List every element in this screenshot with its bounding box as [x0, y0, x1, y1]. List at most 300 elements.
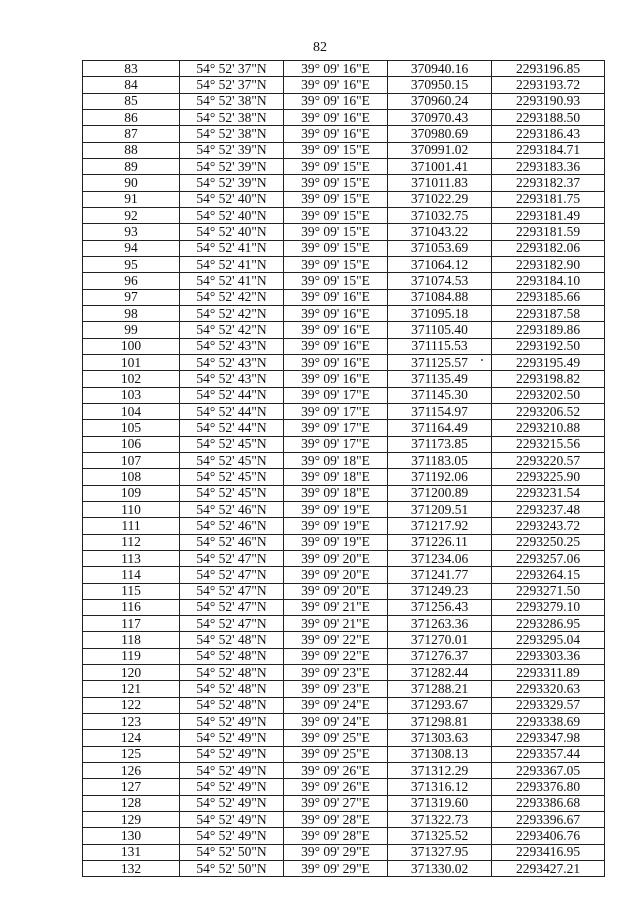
x-coordinate-cell: 371032.75 — [388, 207, 492, 223]
latitude-cell: 54° 52' 45"N — [180, 436, 284, 452]
point-number-cell: 111 — [83, 518, 180, 534]
point-number-cell: 109 — [83, 485, 180, 501]
point-number-cell: 95 — [83, 256, 180, 272]
latitude-cell: 54° 52' 48"N — [180, 681, 284, 697]
table-row — [83, 795, 605, 811]
point-number-cell: 131 — [83, 844, 180, 860]
longitude-cell: 39° 09' 16"E — [284, 93, 388, 109]
table-row — [83, 403, 605, 419]
x-coordinate-cell: 371164.49 — [388, 420, 492, 436]
point-number-cell: 93 — [83, 224, 180, 240]
longitude-cell: 39° 09' 17"E — [284, 403, 388, 419]
point-number-cell: 128 — [83, 795, 180, 811]
x-coordinate-cell: 371043.22 — [388, 224, 492, 240]
latitude-cell: 54° 52' 45"N — [180, 452, 284, 468]
latitude-cell: 54° 52' 47"N — [180, 583, 284, 599]
point-number-cell: 120 — [83, 665, 180, 681]
table-row — [83, 322, 605, 338]
x-coordinate-cell: 371105.40 — [388, 322, 492, 338]
table-row — [83, 518, 605, 534]
point-number-cell: 87 — [83, 126, 180, 142]
x-coordinate-cell: 371192.06 — [388, 469, 492, 485]
longitude-cell: 39° 09' 29"E — [284, 844, 388, 860]
x-coordinate-cell: 371022.29 — [388, 191, 492, 207]
x-coordinate-cell: 371325.52 — [388, 828, 492, 844]
table-row — [83, 746, 605, 762]
point-number-cell: 123 — [83, 714, 180, 730]
y-coordinate-cell: 2293250.25 — [492, 534, 605, 550]
latitude-cell: 54° 52' 48"N — [180, 665, 284, 681]
y-coordinate-cell: 2293386.68 — [492, 795, 605, 811]
point-number-cell: 86 — [83, 109, 180, 125]
latitude-cell: 54° 52' 43"N — [180, 371, 284, 387]
point-number-cell: 92 — [83, 207, 180, 223]
table-row — [83, 469, 605, 485]
latitude-cell: 54° 52' 40"N — [180, 207, 284, 223]
y-coordinate-cell: 2293181.75 — [492, 191, 605, 207]
x-coordinate-cell: 370940.16 — [388, 61, 492, 77]
longitude-cell: 39° 09' 15"E — [284, 191, 388, 207]
table-row — [83, 256, 605, 272]
latitude-cell: 54° 52' 41"N — [180, 256, 284, 272]
y-coordinate-cell: 2293182.37 — [492, 175, 605, 191]
y-coordinate-cell: 2293347.98 — [492, 730, 605, 746]
latitude-cell: 54° 52' 37"N — [180, 77, 284, 93]
point-number-cell: 127 — [83, 779, 180, 795]
longitude-cell: 39° 09' 16"E — [284, 126, 388, 142]
table-row — [83, 142, 605, 158]
x-coordinate-cell: 371209.51 — [388, 501, 492, 517]
x-coordinate-cell: 371183.05 — [388, 452, 492, 468]
table-row — [83, 485, 605, 501]
table-row — [83, 109, 605, 125]
longitude-cell: 39° 09' 22"E — [284, 648, 388, 664]
x-coordinate-cell: 371053.69 — [388, 240, 492, 256]
y-coordinate-cell: 2293271.50 — [492, 583, 605, 599]
y-coordinate-cell: 2293416.95 — [492, 844, 605, 860]
point-number-cell: 89 — [83, 158, 180, 174]
table-row — [83, 224, 605, 240]
longitude-cell: 39° 09' 19"E — [284, 518, 388, 534]
point-number-cell: 103 — [83, 387, 180, 403]
y-coordinate-cell: 2293406.76 — [492, 828, 605, 844]
x-coordinate-cell: 370950.15 — [388, 77, 492, 93]
x-coordinate-cell: 371322.73 — [388, 812, 492, 828]
y-coordinate-cell: 2293192.50 — [492, 338, 605, 354]
y-coordinate-cell: 2293338.69 — [492, 714, 605, 730]
y-coordinate-cell: 2293286.95 — [492, 616, 605, 632]
y-coordinate-cell: 2293329.57 — [492, 697, 605, 713]
table-row — [83, 730, 605, 746]
x-coordinate-cell: 371011.83 — [388, 175, 492, 191]
table-row — [83, 338, 605, 354]
point-number-cell: 105 — [83, 420, 180, 436]
y-coordinate-cell: 2293202.50 — [492, 387, 605, 403]
longitude-cell: 39° 09' 24"E — [284, 697, 388, 713]
latitude-cell: 54° 52' 39"N — [180, 175, 284, 191]
point-number-cell: 124 — [83, 730, 180, 746]
x-coordinate-cell: 371173.85 — [388, 436, 492, 452]
point-number-cell: 102 — [83, 371, 180, 387]
point-number-cell: 125 — [83, 746, 180, 762]
coordinates-table — [82, 60, 605, 877]
latitude-cell: 54° 52' 48"N — [180, 648, 284, 664]
y-coordinate-cell: 2293311.89 — [492, 665, 605, 681]
y-coordinate-cell: 2293243.72 — [492, 518, 605, 534]
longitude-cell: 39° 09' 19"E — [284, 534, 388, 550]
x-coordinate-cell: 371226.11 — [388, 534, 492, 550]
y-coordinate-cell: 2293320.63 — [492, 681, 605, 697]
latitude-cell: 54° 52' 49"N — [180, 828, 284, 844]
x-coordinate-cell: 371241.77 — [388, 567, 492, 583]
point-number-cell: 98 — [83, 305, 180, 321]
table-row — [83, 583, 605, 599]
table-row — [83, 77, 605, 93]
table-row — [83, 648, 605, 664]
x-coordinate-cell: 371303.63 — [388, 730, 492, 746]
longitude-cell: 39° 09' 16"E — [284, 289, 388, 305]
scan-speck — [481, 359, 483, 361]
longitude-cell: 39° 09' 15"E — [284, 142, 388, 158]
table-row — [83, 354, 605, 370]
point-number-cell: 99 — [83, 322, 180, 338]
longitude-cell: 39° 09' 26"E — [284, 763, 388, 779]
longitude-cell: 39° 09' 16"E — [284, 61, 388, 77]
y-coordinate-cell: 2293198.82 — [492, 371, 605, 387]
x-coordinate-cell: 371234.06 — [388, 550, 492, 566]
latitude-cell: 54° 52' 38"N — [180, 93, 284, 109]
y-coordinate-cell: 2293231.54 — [492, 485, 605, 501]
table-row — [83, 191, 605, 207]
point-number-cell: 113 — [83, 550, 180, 566]
y-coordinate-cell: 2293427.21 — [492, 861, 605, 877]
longitude-cell: 39° 09' 16"E — [284, 305, 388, 321]
latitude-cell: 54° 52' 50"N — [180, 844, 284, 860]
longitude-cell: 39° 09' 16"E — [284, 371, 388, 387]
point-number-cell: 97 — [83, 289, 180, 305]
y-coordinate-cell: 2293188.50 — [492, 109, 605, 125]
latitude-cell: 54° 52' 48"N — [180, 697, 284, 713]
longitude-cell: 39° 09' 21"E — [284, 599, 388, 615]
table-row — [83, 714, 605, 730]
y-coordinate-cell: 2293193.72 — [492, 77, 605, 93]
y-coordinate-cell: 2293185.66 — [492, 289, 605, 305]
table-row — [83, 812, 605, 828]
longitude-cell: 39° 09' 17"E — [284, 436, 388, 452]
point-number-cell: 115 — [83, 583, 180, 599]
point-number-cell: 101 — [83, 354, 180, 370]
longitude-cell: 39° 09' 28"E — [284, 828, 388, 844]
y-coordinate-cell: 2293264.15 — [492, 567, 605, 583]
x-coordinate-cell: 371263.36 — [388, 616, 492, 632]
x-coordinate-cell: 371319.60 — [388, 795, 492, 811]
latitude-cell: 54° 52' 45"N — [180, 485, 284, 501]
latitude-cell: 54° 52' 46"N — [180, 518, 284, 534]
table-row — [83, 534, 605, 550]
y-coordinate-cell: 2293220.57 — [492, 452, 605, 468]
longitude-cell: 39° 09' 17"E — [284, 420, 388, 436]
y-coordinate-cell: 2293181.59 — [492, 224, 605, 240]
y-coordinate-cell: 2293184.10 — [492, 273, 605, 289]
point-number-cell: 85 — [83, 93, 180, 109]
point-number-cell: 122 — [83, 697, 180, 713]
longitude-cell: 39° 09' 22"E — [284, 632, 388, 648]
point-number-cell: 108 — [83, 469, 180, 485]
latitude-cell: 54° 52' 49"N — [180, 779, 284, 795]
point-number-cell: 91 — [83, 191, 180, 207]
latitude-cell: 54° 52' 49"N — [180, 714, 284, 730]
latitude-cell: 54° 52' 47"N — [180, 567, 284, 583]
point-number-cell: 118 — [83, 632, 180, 648]
table-row — [83, 616, 605, 632]
table-row — [83, 289, 605, 305]
y-coordinate-cell: 2293182.90 — [492, 256, 605, 272]
table-row — [83, 697, 605, 713]
longitude-cell: 39° 09' 18"E — [284, 485, 388, 501]
table-row — [83, 452, 605, 468]
point-number-cell: 88 — [83, 142, 180, 158]
point-number-cell: 94 — [83, 240, 180, 256]
latitude-cell: 54° 52' 43"N — [180, 338, 284, 354]
latitude-cell: 54° 52' 47"N — [180, 550, 284, 566]
y-coordinate-cell: 2293376.80 — [492, 779, 605, 795]
longitude-cell: 39° 09' 26"E — [284, 779, 388, 795]
table-row — [83, 632, 605, 648]
y-coordinate-cell: 2293196.85 — [492, 61, 605, 77]
latitude-cell: 54° 52' 41"N — [180, 273, 284, 289]
table-row — [83, 420, 605, 436]
latitude-cell: 54° 52' 49"N — [180, 795, 284, 811]
point-number-cell: 117 — [83, 616, 180, 632]
longitude-cell: 39° 09' 15"E — [284, 256, 388, 272]
table-row — [83, 207, 605, 223]
latitude-cell: 54° 52' 37"N — [180, 61, 284, 77]
latitude-cell: 54° 52' 47"N — [180, 616, 284, 632]
point-number-cell: 114 — [83, 567, 180, 583]
longitude-cell: 39° 09' 25"E — [284, 730, 388, 746]
longitude-cell: 39° 09' 18"E — [284, 469, 388, 485]
latitude-cell: 54° 52' 40"N — [180, 224, 284, 240]
latitude-cell: 54° 52' 49"N — [180, 746, 284, 762]
point-number-cell: 119 — [83, 648, 180, 664]
latitude-cell: 54° 52' 49"N — [180, 763, 284, 779]
table-row — [83, 273, 605, 289]
y-coordinate-cell: 2293237.48 — [492, 501, 605, 517]
x-coordinate-cell: 370960.24 — [388, 93, 492, 109]
longitude-cell: 39° 09' 20"E — [284, 583, 388, 599]
latitude-cell: 54° 52' 44"N — [180, 403, 284, 419]
latitude-cell: 54° 52' 46"N — [180, 534, 284, 550]
longitude-cell: 39° 09' 15"E — [284, 175, 388, 191]
longitude-cell: 39° 09' 20"E — [284, 567, 388, 583]
y-coordinate-cell: 2293357.44 — [492, 746, 605, 762]
table-row — [83, 158, 605, 174]
y-coordinate-cell: 2293195.49 — [492, 354, 605, 370]
latitude-cell: 54° 52' 50"N — [180, 861, 284, 877]
latitude-cell: 54° 52' 47"N — [180, 599, 284, 615]
longitude-cell: 39° 09' 16"E — [284, 109, 388, 125]
table-row — [83, 175, 605, 191]
longitude-cell: 39° 09' 21"E — [284, 616, 388, 632]
y-coordinate-cell: 2293189.86 — [492, 322, 605, 338]
x-coordinate-cell: 371249.23 — [388, 583, 492, 599]
point-number-cell: 130 — [83, 828, 180, 844]
x-coordinate-cell: 371125.57 — [388, 354, 492, 370]
latitude-cell: 54° 52' 49"N — [180, 812, 284, 828]
point-number-cell: 100 — [83, 338, 180, 354]
y-coordinate-cell: 2293279.10 — [492, 599, 605, 615]
latitude-cell: 54° 52' 38"N — [180, 126, 284, 142]
latitude-cell: 54° 52' 42"N — [180, 305, 284, 321]
point-number-cell: 83 — [83, 61, 180, 77]
point-number-cell: 129 — [83, 812, 180, 828]
y-coordinate-cell: 2293184.71 — [492, 142, 605, 158]
table-row — [83, 567, 605, 583]
latitude-cell: 54° 52' 40"N — [180, 191, 284, 207]
x-coordinate-cell: 371282.44 — [388, 665, 492, 681]
latitude-cell: 54° 52' 38"N — [180, 109, 284, 125]
x-coordinate-cell: 371312.29 — [388, 763, 492, 779]
point-number-cell: 121 — [83, 681, 180, 697]
y-coordinate-cell: 2293182.06 — [492, 240, 605, 256]
x-coordinate-cell: 371200.89 — [388, 485, 492, 501]
longitude-cell: 39° 09' 29"E — [284, 861, 388, 877]
longitude-cell: 39° 09' 15"E — [284, 240, 388, 256]
point-number-cell: 84 — [83, 77, 180, 93]
latitude-cell: 54° 52' 45"N — [180, 469, 284, 485]
x-coordinate-cell: 371256.43 — [388, 599, 492, 615]
point-number-cell: 112 — [83, 534, 180, 550]
latitude-cell: 54° 52' 48"N — [180, 632, 284, 648]
x-coordinate-cell: 371084.88 — [388, 289, 492, 305]
x-coordinate-cell: 371276.37 — [388, 648, 492, 664]
page-number: 82 — [313, 40, 327, 55]
latitude-cell: 54° 52' 39"N — [180, 142, 284, 158]
x-coordinate-cell: 371154.97 — [388, 403, 492, 419]
x-coordinate-cell: 371298.81 — [388, 714, 492, 730]
y-coordinate-cell: 2293190.93 — [492, 93, 605, 109]
longitude-cell: 39° 09' 15"E — [284, 207, 388, 223]
table-row — [83, 371, 605, 387]
x-coordinate-cell: 371308.13 — [388, 746, 492, 762]
x-coordinate-cell: 371064.12 — [388, 256, 492, 272]
y-coordinate-cell: 2293186.43 — [492, 126, 605, 142]
longitude-cell: 39° 09' 16"E — [284, 322, 388, 338]
y-coordinate-cell: 2293257.06 — [492, 550, 605, 566]
x-coordinate-cell: 371316.12 — [388, 779, 492, 795]
point-number-cell: 132 — [83, 861, 180, 877]
table-row — [83, 501, 605, 517]
point-number-cell: 107 — [83, 452, 180, 468]
x-coordinate-cell: 371288.21 — [388, 681, 492, 697]
point-number-cell: 110 — [83, 501, 180, 517]
latitude-cell: 54° 52' 44"N — [180, 387, 284, 403]
table-row — [83, 599, 605, 615]
x-coordinate-cell: 371293.67 — [388, 697, 492, 713]
table-row — [83, 861, 605, 877]
point-number-cell: 126 — [83, 763, 180, 779]
x-coordinate-cell: 371270.01 — [388, 632, 492, 648]
table-row — [83, 828, 605, 844]
table-row — [83, 763, 605, 779]
table-row — [83, 305, 605, 321]
table-row — [83, 61, 605, 77]
latitude-cell: 54° 52' 39"N — [180, 158, 284, 174]
x-coordinate-cell: 371217.92 — [388, 518, 492, 534]
point-number-cell: 106 — [83, 436, 180, 452]
table-row — [83, 436, 605, 452]
x-coordinate-cell: 370991.02 — [388, 142, 492, 158]
longitude-cell: 39° 09' 23"E — [284, 665, 388, 681]
table-row — [83, 240, 605, 256]
y-coordinate-cell: 2293367.05 — [492, 763, 605, 779]
y-coordinate-cell: 2293295.04 — [492, 632, 605, 648]
point-number-cell: 96 — [83, 273, 180, 289]
y-coordinate-cell: 2293225.90 — [492, 469, 605, 485]
y-coordinate-cell: 2293181.49 — [492, 207, 605, 223]
longitude-cell: 39° 09' 28"E — [284, 812, 388, 828]
longitude-cell: 39° 09' 16"E — [284, 338, 388, 354]
y-coordinate-cell: 2293303.36 — [492, 648, 605, 664]
table-row — [83, 665, 605, 681]
y-coordinate-cell: 2293210.88 — [492, 420, 605, 436]
table-row — [83, 93, 605, 109]
point-number-cell: 104 — [83, 403, 180, 419]
x-coordinate-cell: 370980.69 — [388, 126, 492, 142]
coordinates-table-body — [83, 61, 605, 877]
x-coordinate-cell: 371330.02 — [388, 861, 492, 877]
latitude-cell: 54° 52' 43"N — [180, 354, 284, 370]
longitude-cell: 39° 09' 18"E — [284, 452, 388, 468]
y-coordinate-cell: 2293206.52 — [492, 403, 605, 419]
latitude-cell: 54° 52' 42"N — [180, 289, 284, 305]
longitude-cell: 39° 09' 16"E — [284, 354, 388, 370]
x-coordinate-cell: 371145.30 — [388, 387, 492, 403]
longitude-cell: 39° 09' 25"E — [284, 746, 388, 762]
point-number-cell: 116 — [83, 599, 180, 615]
longitude-cell: 39° 09' 15"E — [284, 158, 388, 174]
longitude-cell: 39° 09' 24"E — [284, 714, 388, 730]
longitude-cell: 39° 09' 19"E — [284, 501, 388, 517]
longitude-cell: 39° 09' 20"E — [284, 550, 388, 566]
table-row — [83, 844, 605, 860]
longitude-cell: 39° 09' 27"E — [284, 795, 388, 811]
x-coordinate-cell: 371115.53 — [388, 338, 492, 354]
table-row — [83, 681, 605, 697]
x-coordinate-cell: 370970.43 — [388, 109, 492, 125]
latitude-cell: 54° 52' 44"N — [180, 420, 284, 436]
longitude-cell: 39° 09' 15"E — [284, 224, 388, 240]
point-number-cell: 90 — [83, 175, 180, 191]
x-coordinate-cell: 371095.18 — [388, 305, 492, 321]
x-coordinate-cell: 371135.49 — [388, 371, 492, 387]
longitude-cell: 39° 09' 23"E — [284, 681, 388, 697]
x-coordinate-cell: 371001.41 — [388, 158, 492, 174]
latitude-cell: 54° 52' 42"N — [180, 322, 284, 338]
y-coordinate-cell: 2293183.36 — [492, 158, 605, 174]
latitude-cell: 54° 52' 49"N — [180, 730, 284, 746]
longitude-cell: 39° 09' 16"E — [284, 77, 388, 93]
latitude-cell: 54° 52' 46"N — [180, 501, 284, 517]
y-coordinate-cell: 2293396.67 — [492, 812, 605, 828]
y-coordinate-cell: 2293215.56 — [492, 436, 605, 452]
latitude-cell: 54° 52' 41"N — [180, 240, 284, 256]
table-row — [83, 550, 605, 566]
x-coordinate-cell: 371327.95 — [388, 844, 492, 860]
table-row — [83, 387, 605, 403]
longitude-cell: 39° 09' 15"E — [284, 273, 388, 289]
table-row — [83, 779, 605, 795]
